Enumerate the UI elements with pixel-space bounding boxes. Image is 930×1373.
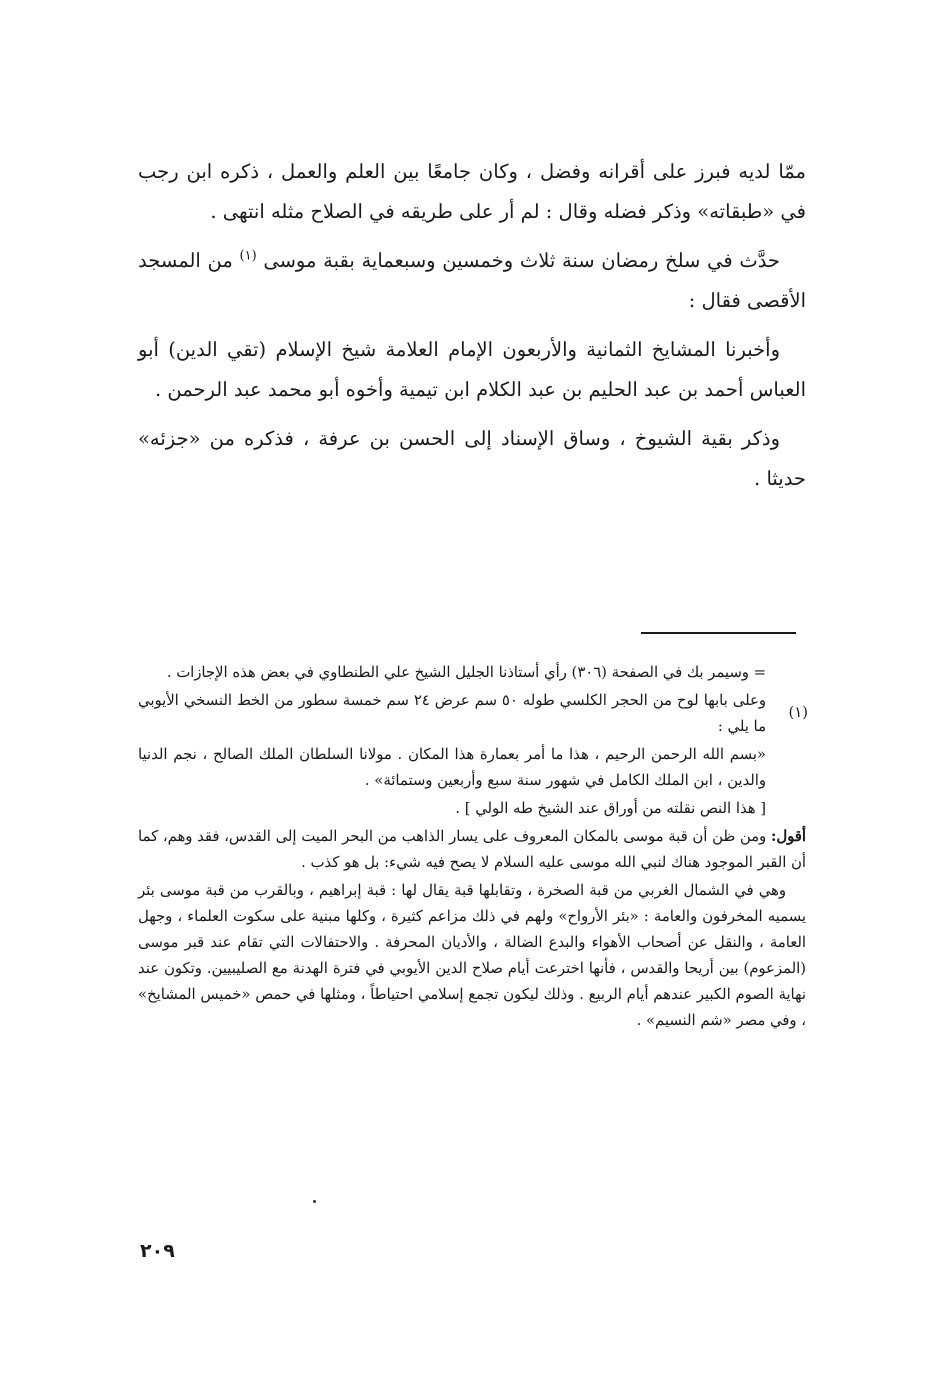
paragraph-2-before: حدَّث في سلخ رمضان سنة ثلاث وخمسين وسبعماية بقبة موسى: [263, 249, 780, 272]
aqul-text: ومن ظن أن قبة موسى بالمكان المعروف على يسار الذاهب من البحر الميت إلى القدس، فقد وهم، كما أن القبر الموجود هناك لنبي الله موسى عليه السلام لا يصح فيه شيء: بل هو كذب .: [138, 828, 806, 871]
paragraph-2: [138, 241, 806, 321]
footnote-inscription: «بسم الله الرحمن الرحيم ، هذا ما أمر بعمارة هذا المكان . مولانا السلطان الملك الصالح ، نجم الدنيا والدين ، ابن الملك الكامل في شهور سنة سبع وأربعين وستمائة» .: [138, 746, 766, 789]
footnote-aqul: [138, 824, 806, 876]
footnote-source: [ هذا النص نقلته من أوراق عند الشيخ طه الولي ] .: [455, 800, 766, 817]
paragraph-2-end: الأقصى فقال :: [688, 289, 806, 312]
footnote-1-number: (١): [788, 704, 808, 721]
paragraph-4: وذكر بقية الشيوخ ، وساق الإسناد إلى الحسن بن عرفة ، فذكره من «جزئه» حديثا .: [138, 427, 806, 490]
paragraph-1: ممّا لديه فبرز على أقرانه وفضل ، وكان جامعًا بين العلم والعمل ، ذكره ابن رجب في «طبقاته» وذكر فضله وقال : لم أر على طريقه في الصلاح مثله انتهى .: [138, 160, 806, 223]
footnote-1-text: وعلى بابها لوح من الحجر الكلسي طوله ٥٠ سم عرض ٢٤ سم خمسة سطور من الخط النسخي الأيوبي ما يلي :: [138, 692, 766, 735]
paragraph-3: وأخبرنا المشايخ الثمانية والأربعون الإمام العلامة شيخ الإسلام (تقي الدين) أبو العباس أحمد بن عبد الحليم بن عبد الكلام ابن تيمية وأخوه أبو محمد عبد الرحمن .: [138, 338, 806, 401]
stray-dot: [313, 1200, 316, 1203]
main-text: [138, 152, 806, 499]
footnote-ref-1: (١): [239, 248, 257, 264]
paragraph-2-after: من المسجد: [138, 249, 233, 272]
footnotes: [138, 660, 806, 1034]
footnote-1: [138, 688, 806, 740]
footnote-final: وهي في الشمال الغربي من قبة الصخرة ، وتقابلها قبة يقال لها : قبة إبراهيم ، وبالقرب من قبة موسى بئر يسميه المخرفون والعامة : «بئر الأرواح» ولهم في ذلك مزاعم كثيرة ، وكلها مبنية على سكوت العلماء ، وجهل العامة ، والنقل عن أصحاب الأهواء والبدع الضالة ، والأديان المحرفة . والاحتفالات التي تقام عند قبر موسى (المزعوم) بين أريحا والقدس ، فأنها اخترعت أيام صلاح الدين الأيوبي في فترة الهدنة مع الصليبيين. وتكون عند نهاية الصوم الكبير عندهم أيام الربيع . وذلك ليكون تجمع إسلامي احتياطاً ، ومثلها في حمص «خميس المشايخ» ، وفي مصر «شم النسيم» .: [138, 882, 806, 1029]
aqul-label: أقول:: [770, 828, 806, 845]
page-number: ٢٠٩: [140, 1240, 175, 1262]
footnote-continuation: = وسيمر بك في الصفحة (٣٠٦) رأي أستاذنا الجليل الشيخ علي الطنطاوي في بعض هذه الإجازات .: [166, 664, 766, 681]
footnote-separator: [641, 632, 796, 634]
